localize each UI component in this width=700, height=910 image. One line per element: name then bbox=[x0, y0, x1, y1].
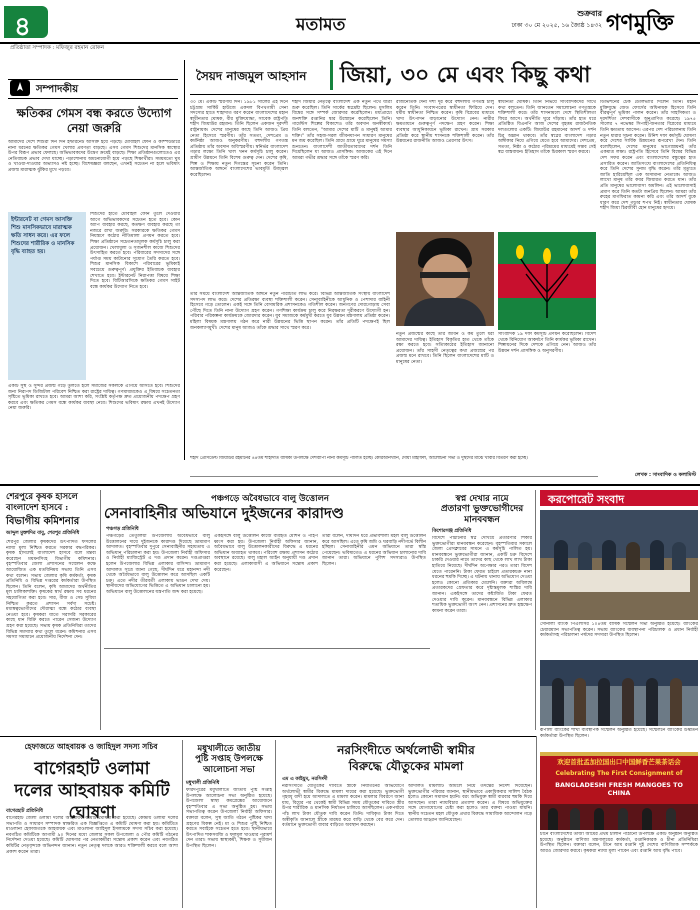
story2-byline: বাগেরহাট প্রতিনিধি bbox=[6, 809, 43, 814]
upper-section-divider bbox=[0, 484, 700, 486]
side-body: বিদেশে পাঠানোর স্বপ্ন দেখিয়ে প্রতারণার শিকার ভুক্তভোগীরা মানববন্ধন করেছেন। বৃহস্পতিবার সকালে জেলা প্রেসক্লাবের সামনে এ কর্মসূচি পালিত হয়। মানববন্ধনে ভুক্তভোগীরা জানান, একটি চক্র বিদেশে চাকরি দেওয়ার নামে তাদের কাছ থেকে লাখ লাখ টাকা হাতিয়ে নিয়েছে। দীর্ঘদিন অপেক্ষার পরও তারা বিদেশ যেতে পারেননি। টাকা ফেরত চাইলে প্রতারকচক্র নানা ধরনের হুমকি দিচ্ছে। এ ঘটনায় থানায় অভিযোগ দেওয়া হলেও কোনো প্রতিকার মেলেনি। বক্তারা অবিলম্বে প্রতারকদের গ্রেফতার করে দৃষ্টান্তমূলক শাস্তির দাবি জানান। একইসঙ্গে তাদের কষ্টার্জিত টাকা ফেরত দেওয়ার দাবি করেন। মানববন্ধনে বিভিন্ন এলাকার শতাধিক ভুক্তভোগী অংশ নেন। প্রশাসনের দ্রুত হস্তক্ষেপ কামনা করেন তারা। bbox=[432, 536, 532, 614]
story3-byline: মধুখালী প্রতিনিধি bbox=[186, 781, 220, 786]
corporate-section-title: করপোরেট সংবাদ bbox=[548, 493, 625, 506]
story2-headline: বাগেরহাট ওলামা দলের আহবায়ক কমিটি ঘোষণা bbox=[14, 759, 170, 823]
editorial-body-3: একটি সুস্থ ও সুন্দর প্রজন্ম গড়ে তুলতে হলে সমাজের সকলকে এগিয়ে আসতে হবে। শিশুদের জন্য নিরাপদ ডিজিটাল পরিবেশ নিশ্চিত করা রাষ্ট্রের দায়িত্ব। গণমাধ্যমকেও এ বিষয়ে সচেতনতা সৃষ্টিতে ভূমিকা রাখতে হবে। আমরা আশা করি, সংশ্লিষ্ট কর্তৃপক্ষ দ্রুত প্রয়োজনীয় পদক্ষেপ গ্রহণ করবে এবং ক্ষতিকর গেমস বন্ধে কার্যকর ব্যবস্থা নেবে। শিশুদের ভবিষ্যৎ রক্ষায় এখনই উদ্যোগ নেয়া জরুরি। bbox=[8, 384, 180, 412]
opinion-col-4: স্বাধীনতা ঘোষক। তিনি নির্ভয়ে সাংবাদিকদের সাথে কথা বলতেন। তিনি জানতেন সমালোচনা গণতন্ত্রকে শক্তিশালী করে। তাঁর শাসনামলে দেশে স্থিতিশীলতা ফিরে আসে। অর্থনীতি ঘুরে দাঁড়ায়। তাঁর হাত ধরে প্রতিষ্ঠিত বিএনপি আজ দেশের বৃহত্তম রাজনৈতিক দলগুলোর একটি। জিয়াউর রহমানের আদর্শ ও দর্শন চির অম্লান থাকবে। তাঁর স্বপ্নের বাংলাদেশ গড়ার অঙ্গীকার নিয়ে এগিয়ে যেতে হবে আমাদের। দেশপ্রেম, সততা, নিষ্ঠা ও কঠোর পরিশ্রমের মাধ্যমেই সম্ভব সেই স্বপ্ন বাস্তবায়ন। ইতিহাস তাঁকে চিরকাল স্মরণ করবে। bbox=[498, 100, 596, 156]
side-byline: কিশোরগঞ্জ প্রতিনিধি bbox=[432, 529, 472, 534]
story1-body: শেরপুর জেলার কৃষকদের উৎপাদিত ফসলের ন্যায্য মূল্য নিশ্চিত করতে সরকার বদ্ধপরিকর। কৃষক হাসলেই বাংলাদেশ হাসবে বলে মন্তব্য করেছেন ময়মনসিংহ বিভাগীয় কমিশনার। বৃহস্পতিবার জেলা প্রশাসনের সম্মেলন কক্ষে আয়োজিত এক মতবিনিময় সভায় তিনি এসব কথা বলেন। সভায় জেলার কৃষি কর্মকর্তা, কৃষক প্রতিনিধি ও বিভিন্ন দপ্তরের কর্মকর্তারা উপস্থিত ছিলেন। তিনি বলেন, কৃষি আমাদের অর্থনীতির মূল চালিকাশক্তি। কৃষকের স্বার্থ রক্ষায় সব ধরনের সহযোগিতা করা হবে। সার, বীজ ও সেচ সুবিধা নিশ্চিত করতে প্রশাসন সর্বদা সচেষ্ট। মধ্যস্বত্বভোগীদের দৌরাত্ম্য বন্ধে কঠোর ব্যবস্থা নেওয়া হবে। কৃষকরা যাতে সরাসরি সরকারের কাছে ধান বিক্রি করতে পারেন সেজন্য উদ্যোগ গ্রহণ করা হয়েছে। সভায় কৃষক প্রতিনিধিরা তাদের বিভিন্ন সমস্যার কথা তুলে ধরেন। কমিশনার এসব সমস্যা সমাধানে প্রয়োজনীয় নির্দেশনা দেন। bbox=[6, 540, 96, 641]
main-byline: পঞ্চগড় প্রতিনিধি bbox=[106, 527, 139, 532]
story1-right-divider bbox=[100, 490, 101, 730]
lower-story-divider bbox=[0, 736, 536, 737]
masthead-logo: গণমুক্তি bbox=[606, 10, 674, 36]
editorial-column-divider bbox=[184, 60, 185, 460]
corporate-caption-1: সোনালী ব্যাংক পিএলসির ১০৪তম বার্ষিক সম্মেলন সভা অনুষ্ঠিত হয়েছে। ব্যাংকের চেয়ারম্যান সভাপতিত্ব করেন। সভায় ব্যাংকের ব্যবস্থাপনা পরিচালক ও প্রধান নির্বাহী কর্মকর্তাসহ পরিচালনা পর্ষদের সদস্যরা উপস্থিত ছিলেন। bbox=[540, 622, 698, 639]
editorial-pullquote: ইন্টারনেট বা গেমস আসক্তি শিশু মানসিকভাবে মারাত্মক ক্ষতি সাধন করে। এর ফলে শিশুদের শারীরিক ও মানসিক বৃদ্ধি ব্যাহত হয়। bbox=[11, 217, 75, 255]
main-headline: সেনাবাহিনীর অভিযানে দুইজনের কারাদণ্ড bbox=[104, 505, 344, 522]
main-kicker: পঞ্চগড়ে অবৈধভাবে বালু উত্তোলন bbox=[210, 494, 330, 504]
opinion-col-4b: সাংবাদিক ১৯ দফা কর্মসূচি প্রণয়ন করেছিলেন। বিদেশ থেকে বিনিয়োগ আকর্ষণে তিনি কার্যকর ভূমিকা রাখেন। শিল্পায়নের দিকে দেশকে এগিয়ে নেন। আজও তাঁর উন্নয়ন দর্শন প্রাসঙ্গিক ও অনুসরণীয়। bbox=[498, 332, 596, 354]
story4-headline: বিরুদ্ধে যৌতুকের মামলা bbox=[348, 759, 464, 773]
side-kicker: স্বপ্ন দেখার নামে bbox=[455, 494, 509, 504]
story2-right-divider bbox=[182, 740, 183, 908]
opinion-col-2: শহীদ জিয়ার নেতৃত্বে বাংলাদেশ এক নতুন পথে যাত্রা শুরু করেছিল। তিনি সার্কের স্বপ্নদ্রষ্টা ছিলেন। মুসলিম বিশ্বের সঙ্গে সম্পর্ক জোরদার করেছিলেন। মধ্যপ্রাচ্যে জনশক্তি রপ্তানির দ্বার উন্মোচন করেছিলেন তিনি। গার্মেন্টস শিল্পের বিকাশেও তাঁর অবদান অনস্বীকার্য। তিনি বলতেন, "আমার দেশের মাটি ও মানুষই আমার শক্তি।" তাঁর সহজ-সরল জীবনযাপন সাধারণ মানুষের মন জয় করেছিল। তিনি গ্রামে গ্রামে ঘুরে মানুষের সমস্যা শুনতেন। বাংলাদেশী জাতীয়তাবাদের দর্শন তিনি দিয়েছিলেন যা আজও প্রাসঙ্গিক। আজকের এই দিনে আমরা গভীর শ্রদ্ধার সঙ্গে তাঁকে স্মরণ করি। bbox=[292, 100, 392, 161]
main-body-2: একইসঙ্গে বালু উত্তোলন কাজে ব্যবহৃত মেশিন ও পাইপ ধ্বংস করা হয়। উপজেলা নির্বাহী অফিসার জানান, অবৈধভাবে বালু উত্তোলনকারীদের বিরুদ্ধে এ ধরনের অভিযান অব্যাহত থাকবে। পরিবেশ রক্ষায় প্রশাসন কঠোর অবস্থানে রয়েছে। বালু মহাল আইন অনুযায়ী দণ্ড প্রদান করা হয়েছে। এলাকাবাসী এ অভিযানে সন্তোষ প্রকাশ করেছেন। bbox=[214, 534, 318, 573]
side-right-divider bbox=[535, 490, 536, 730]
corporate-caption-3: চীনে বাংলাদেশের তাজা আমের প্রথম চালান পাঠানো উপলক্ষে একটি অনুষ্ঠান অনুষ্ঠিত হয়েছে। অনুষ্ঠানে বাণিজ্য মন্ত্রণালয়ের কর্মকর্তা, রপ্তানিকারক ও চীনা প্রতিনিধিরা উপস্থিত ছিলেন। বক্তারা বলেন, চীনে আম রপ্তানি দুই দেশের বাণিজ্যিক সম্পর্ককে আরও জোরদার করবে। কৃষকরা ন্যায্য মূল্য পাবেন এবং রপ্তানি আয় বৃদ্ধি পাবে। bbox=[540, 832, 698, 854]
date-line-date: ঢাকা ৩০ মে ২০২৫, ১৬ জ্যৈষ্ঠ ১৪৩২ bbox=[511, 22, 602, 29]
opinion-bottom-rule bbox=[190, 476, 598, 477]
banner-chinese-text: 欢迎首批孟加拉国出口中国鲜香芒果茶话会 bbox=[557, 758, 681, 766]
editorial-body-1: আমাদের দেশে শিশুরা দিন দিন ইন্টারনেট আসক্ত হয়ে পড়ছে। মোবাইল ফোন ও কম্পিউটারে নানা ধরনের ক্ষতিকর গেমস খেলার প্রবণতা বাড়ছে। এসব গেমস শিশুদের মানসিক স্বাস্থ্যের উপর বিরূপ প্রভাব ফেলছে। অভিভাবকদের উদ্বেগ ক্রমেই বাড়ছে। শিক্ষা প্রতিষ্ঠানগুলোতেও এর নেতিবাচক প্রভাব দেখা যাচ্ছে। পড়াশোনায় অমনোযোগী হয়ে পড়ছে শিক্ষার্থীরা। সময়মতো ঘুম ও খাওয়া-দাওয়ার অভ্যাসও নষ্ট হচ্ছে। বিশেষজ্ঞরা বলছেন, এখনই সচেতন না হলে ভবিষ্যৎ প্রজন্ম মারাত্মক ঝুঁকির মুখে পড়বে। bbox=[8, 140, 180, 173]
page-number-label: ৪ bbox=[14, 12, 31, 42]
opinion-col-2b: নতুন প্রজন্মের কাছে তাঁর জীবন ও কর্ম তুলে ধরা আমাদের দায়িত্ব। ইতিহাস বিকৃতির হাত থেকে তাঁকে রক্ষা করতে হবে। সত্যিকারের ইতিহাস জানানো প্রয়োজন। তাঁর সাহসী নেতৃত্বের কথা প্রজন্মের পর প্রজন্ম মনে রাখবে। তিনি ছিলেন বাংলাদেশের মাটি ও মানুষের নেতা। bbox=[396, 332, 494, 365]
opinion-col-3: রাজনৈতিক দৈন্য দশা দূর করে বহুদলীয় গণতন্ত্র চালু করেন তিনি। সংবাদপত্রের স্বাধীনতা ফিরিয়ে দেন। ধর্মীয় স্বাধীনতা নিশ্চিত করেন। কৃষি বিপ্লবের মাধ্যমে খাদ্য উৎপাদন বাড়ানোর উদ্যোগ নেন। নারীর ক্ষমতায়নে গুরুত্বপূর্ণ পদক্ষেপ গ্রহণ করেন। শিক্ষা ব্যবস্থার আধুনিকায়নে ভূমিকা রাখেন। গ্রাম সরকার প্রতিষ্ঠা করে স্থানীয় শাসনকে শক্তিশালী করেন। তাঁর উন্নয়নের রাজনীতি আজও প্রেরণার উৎস। bbox=[396, 100, 494, 145]
editorial-body-2: শিশুদের হাতে মোবাইল ফোন তুলে দেওয়ার আগে অভিভাবকদের সচেতন হতে হবে। কোন অ্যাপ ব্যবহার করছে, কতক্ষণ ব্যবহার করছে তা নজরে রাখা জরুরি। সরকারকে ক্ষতিকর গেমস নিয়ন্ত্রণে কঠোর নীতিমালা প্রণয়ন করতে হবে। শিক্ষা প্রতিষ্ঠানে সচেতনতামূলক কর্মসূচি চালু করা প্রয়োজন। খেলাধুলা ও সৃজনশীল কাজে শিশুদের উৎসাহিত করতে হবে। পরিবারের সদস্যদের সঙ্গে পর্যাপ্ত সময় কাটানোর সুযোগ তৈরি করতে হবে। শিশুর মানসিক বিকাশে পরিবারের ভূমিকাই সবচেয়ে গুরুত্বপূর্ণ। প্রযুক্তির ইতিবাচক ব্যবহার শেখাতে হবে। ইন্টারনেট নিরাপত্তা বিষয়ে শিক্ষা দিতে হবে। বিটিআরসিকে ক্ষতিকর গেমস সাইট বন্ধে কার্যকর উদ্যোগ নিতে হবে। bbox=[90, 212, 180, 290]
editorial-headline: ক্ষতিকর গেমস বন্ধ করতে উদ্যোগ নেয়া জরুরি bbox=[16, 106, 172, 135]
editorial-label: সম্পাদকীয় bbox=[36, 84, 79, 95]
editorial-label-box bbox=[8, 79, 178, 99]
opinion-col-1b: তাঁর সময়ে বাংলাদেশ আন্তর্জাতিক অঙ্গনে নতুন পরিচিতি লাভ করে। বিভিন্ন আন্তর্জাতিক সংস্থায় বাংলাদেশ সদস্যপদ লাভ করে। দেশের প্রতিরক্ষা ব্যবস্থা শক্তিশালী করেন। সেনাবাহিনীকে আধুনিক ও পেশাদার বাহিনী হিসেবে গড়ে তোলেন। একই সঙ্গে তিনি বেসামরিক প্রশাসনকেও গতিশীল করেন। জনগণের দোরগোড়ায় সেবা পৌঁছে দিতে তিনি নানা উদ্যোগ গ্রহণ করেন। গণশিক্ষা কার্যক্রম চালু করে নিরক্ষরতা দূরীকরণে উদ্যোগী হন। পরিবার পরিকল্পনা কার্যক্রমকে জোরদার করেন। যুব সমাজকে কর্মমুখী করতে যুব উন্নয়ন মন্ত্রণালয় প্রতিষ্ঠা করেন। মহিলা বিষয়ক মন্ত্রণালয় গঠন করে নারী উন্নয়নের ভিত্তি স্থাপন করেন। তাঁর প্রতিটি পদক্ষেপই ছিল জনকল্যাণমুখী। দেশের মানুষ আজও তাঁকে শ্রদ্ধার সাথে স্মরণ করে। bbox=[190, 292, 390, 331]
story2-kicker: হেফাজতে আহবায়ক ও জাহিদুল সদস্য সচিব bbox=[24, 742, 158, 751]
corporate-caption-2: রূপালী ব্যাংকের শাখা ব্যবস্থাপক সম্মেলন অনুষ্ঠিত হয়েছে। সম্মেলনে ব্যাংকের উর্ধ্বতন কর্মকর্তারা উপস্থিত ছিলেন। bbox=[540, 728, 698, 739]
editor-credit: প্রতিষ্ঠাতা সম্পাদক : মফিজুর রহমান রোকন bbox=[10, 45, 105, 51]
opinion-author-caption: লেখক : সাংবাদিক ও কলামিস্ট bbox=[634, 472, 696, 478]
opinion-headline: জিয়া, ৩০ মে এবং কিছু কথা bbox=[340, 62, 591, 88]
banner-english-line-1: Celebrating The First Consignment of bbox=[555, 770, 683, 777]
party-logo bbox=[498, 232, 596, 330]
story1-byline: আব্দুল মুক্তাদির বাবু, শেরপুর প্রতিনিধি bbox=[6, 531, 80, 536]
opinion-col-5: ডিভিশনের চেক ডেলিভারি দিলেন তিনি। মহান মুক্তিযুদ্ধে জেড ফোর্সের অধিনায়ক হিসেবে তিনি বীরত্বপূর্ণ ভূমিকা পালন করেন। তাঁর সাহসিকতা ও দূরদর্শিতা দেশবাসীকে অনুপ্রাণিত করেছে। ১৯৭৫ সালের ৭ নভেম্বর সিপাহী-জনতার বিপ্লবের মাধ্যমে তিনি ক্ষমতায় আসেন। এরপর দেশ পরিচালনায় তিনি নতুন ধারার সূচনা করেন। উনিশ দফা কর্মসূচি ঘোষণা করে দেশের সার্বিক উন্নয়নের রূপরেখা দেন। তিনি বলেছিলেন, দেশের মানুষের ভাগ্যোন্নয়নই তাঁর একমাত্র লক্ষ্য। রাষ্ট্রপতি হিসেবে তিনি বিশ্বের বিভিন্ন দেশ সফর করেন এবং বাংলাদেশের বন্ধুত্বের হাত প্রসারিত করেন। জাতিসংঘে বাংলাদেশের প্রতিনিধিত্ব করে তিনি দেশের সুনাম বৃদ্ধি করেন। তাঁর মৃত্যুতে জাতি হারিয়েছিল এক অসামান্য নেতাকে। আজও লাখো মানুষ তাঁর কবর জিয়ারত করতে যান। তাঁর প্রতি মানুষের ভালোবাসা অমলিন। এই ভালোবাসাই প্রমাণ করে তিনি কতটা জনপ্রিয় ছিলেন। আমরা তাঁর রুহের মাগফিরাত কামনা করি এবং তাঁর আদর্শ বুকে ধারণ করে দেশ গড়ার শপথ নিই। স্বাধীনতার ঘোষক শহীদ জিয়া চিরজীবী হোন মানুষের হৃদয়ে। bbox=[600, 100, 696, 212]
header-divider bbox=[0, 42, 700, 44]
quill-icon bbox=[10, 80, 30, 96]
story4-body-2: আদালত মামলাটি আমলে নিয়ে তদন্তের নির্দেশ দিয়েছেন। ভুক্তভোগীর পরিবার জানান, স্থানীয়ভাবে একাধিকবার সালিশ বৈঠক হলেও কোনো সমাধান হয়নি। বরং অভিযুক্ত স্বামী বারবার হুমকি দিয়ে আসছেন। তারা ন্যায়বিচার প্রত্যাশা করেন। এ বিষয়ে অভিযুক্তের সঙ্গে যোগাযোগের চেষ্টা করা হলেও তার বক্তব্য পাওয়া যায়নি। স্থানীয় সচেতন মহল যৌতুক প্রথার বিরুদ্ধে সামাজিক আন্দোলন গড়ে তোলার আহ্বান জানিয়েছেন। bbox=[408, 784, 532, 823]
story2-body: বাগেরহাট জেলা ওলামা দলের আহবায়ক কমিটি ঘোষণা করা হয়েছে। কেন্দ্রীয় ওলামা দলের সভাপতি ও সাধারণ সম্পাদক স্বাক্ষরিত এক বিজ্ঞপ্তিতে এ কমিটি ঘোষণা করা হয়। কমিটিতে মাওলানা হেফাজতকে আহবায়ক এবং মাওলানা জাহিদুল ইসলামকে সদস্য সচিব করা হয়েছে। নবগঠিত কমিটিকে আগামী ৯০ দিনের মধ্যে জেলার সকল উপজেলা ও পৌর কমিটি গঠনের নির্দেশনা দেওয়া হয়েছে। কমিটি ঘোষণার পর নেতাকর্মীরা সন্তোষ প্রকাশ করেন এবং নবগঠিত কমিটির নেতৃবৃন্দকে অভিনন্দন জানান। নতুন নেতৃত্ব দলকে আরও শক্তিশালী করবে বলে আশা প্রকাশ করেন তারা। bbox=[6, 816, 178, 855]
corporate-photo-1 bbox=[540, 510, 698, 620]
opinion-author: সৈয়দ নাজমুল আহসান bbox=[196, 69, 307, 83]
story3-kicker: মধুখালীতে জাতীয় bbox=[197, 744, 261, 754]
corporate-left-divider bbox=[536, 736, 537, 908]
date-line-day: শুক্রবার bbox=[577, 9, 602, 18]
story4-byline: এম এ কাইয়ুম, নরসিংদী bbox=[282, 777, 328, 782]
main-body-3: তারা বলেন, দীর্ঘদিন ধরে প্রভাবশালী মহল বালু উত্তোলন করে আসছিল। এতে কৃষি জমি ও ঘরবাড়ি নদীগর্ভে বিলীন হচ্ছিল। সেনাবাহিনীর এমন অভিযানে তারা স্বস্তি পেয়েছেন। ভবিষ্যতেও এ ধরনের অভিযান চালানোর দাবি জানান তারা। অভিযানে পুলিশ সদস্যরাও উপস্থিত ছিলেন। bbox=[322, 534, 426, 567]
opinion-col-1: ৩০ মে। একটি স্মরণীয় দিন। ১৯৮১ সালের এই দিনে চট্টগ্রাম সার্কিট হাউজে একদল বিপথগামী সেনা সদস্যের হাতে শাহাদাত বরণ করেন বাংলাদেশের মহান স্বাধীনতার ঘোষক, বীর মুক্তিযোদ্ধা, সাবেক রাষ্ট্রপতি শহীদ জিয়াউর রহমান। তিনি ছিলেন একজন দূরদর্শী রাষ্ট্রনায়ক। দেশের মানুষের কাছে তিনি আজও প্রিয় নেতা হিসেবে স্মরণীয়। তাঁর সততা, দেশপ্রেম ও কর্মনিষ্ঠা আজও অনুকরণীয়। বহুদলীয় গণতন্ত্র প্রতিষ্ঠায় তাঁর অবদান অবিস্মরণীয়। স্বনির্ভর বাংলাদেশ গড়ার লক্ষ্যে তিনি খাল খনন কর্মসূচি চালু করেন। গ্রামীণ উন্নয়নে তিনি বিশেষ গুরুত্ব দেন। দেশের কৃষি, শিল্প ও শিক্ষায় নতুন দিগন্তের সূচনা করেন তিনি। আন্তর্জাতিক অঙ্গনে বাংলাদেশের ভাবমূর্তি উজ্জ্বল করেছিলেন। bbox=[190, 100, 288, 178]
opinion-title-rule bbox=[190, 94, 698, 95]
story4-body-1: নরসিংদীতে যৌতুকের দাবিতে স্ত্রীকে নির্যাতনের অভিযোগে অর্থলোভী স্বামীর বিরুদ্ধে মামলা দায়ের করা হয়েছে। ভুক্তভোগী গৃহবধূ বাদী হয়ে আদালতে এ মামলা করেন। মামলার বিবরণে জানা যায়, বিয়ের পর থেকেই স্বামী বিভিন্ন সময় যৌতুকের দাবিতে স্ত্রীর উপর শারীরিক ও মানসিক নির্যাতন চালিয়ে আসছিলেন। একপর্যায়ে পাঁচ লাখ টাকা যৌতুক দাবি করেন তিনি। দাবিকৃত টাকা দিতে অস্বীকৃতি জানালে স্ত্রীকে মারধর করে বাড়ি থেকে বের করে দেন। বর্তমানে ভুক্তভোগী বাবার বাড়িতে অবস্থান করছেন। bbox=[282, 784, 404, 829]
corporate-photo-2 bbox=[540, 660, 698, 726]
story3-right-divider bbox=[275, 740, 276, 908]
main-body-1: পঞ্চগড়ের তেঁতুলিয়া উপজেলায় অবৈধভাবে বালু উত্তোলনের দায়ে দুইজনকে কারাদণ্ড দিয়েছে ভ্রাম্যমাণ আদালত। বৃহস্পতিবার দুপুরে সেনাবাহিনীর সহায়তায় এ অভিযান পরিচালনা করা হয়। উপজেলা নির্বাহী অফিসার ও নির্বাহী ম্যাজিস্ট্রেট এ দণ্ড প্রদান করেন। দণ্ডপ্রাপ্তরা হলেন উপজেলার বিভিন্ন এলাকার বাসিন্দা। ভ্রাম্যমাণ আদালত সূত্রে জানা গেছে, দীর্ঘদিন ধরে মহানন্দা নদী থেকে অবৈধভাবে বালু উত্তোলন করে আসছিল একটি চক্র। এতে নদীর তীরবর্তী এলাকায় ভাঙন দেখা দেয়। স্থানীয়দের অভিযোগের ভিত্তিতে এ অভিযান চালানো হয়। অভিযানে বালু উত্তোলনের যন্ত্রপাতি জব্দ করা হয়েছে। bbox=[106, 534, 210, 595]
portrait-photo bbox=[396, 232, 494, 326]
story4-kicker: নরসিংদীতে অর্থলোভী স্বামীর bbox=[337, 743, 475, 757]
story1-headline: বিভাগীয় কমিশনার bbox=[6, 516, 80, 527]
story3-body: ফরিদপুরের মধুখালীতে জাতীয় পুষ্টি সপ্তাহ উপলক্ষে আলোচনা সভা অনুষ্ঠিত হয়েছে। উপজেলা স্বাস্থ্য কমপ্লেক্সের আয়োজনে বৃহস্পতিবার এ সভা অনুষ্ঠিত হয়। সভায় সভাপতিত্ব করেন উপজেলা নির্বাহী অফিসার। বক্তারা বলেন, সুস্থ জাতি গঠনে পুষ্টিকর খাদ্য গ্রহণের বিকল্প নেই। মা ও শিশুর পুষ্টি নিশ্চিত করতে সবাইকে সচেতন হতে হবে। স্থানীয়ভাবে উৎপাদিত শাকসবজি ও ফলমূল খাওয়ার পরামর্শ দেন তারা। সভায় স্বাস্থ্যকর্মী, শিক্ষক ও সুধীজন উপস্থিত ছিলেন। bbox=[186, 788, 272, 849]
story1-kicker: শেরপুরে কৃষক হাসলে বাংলাদেশ হাসবে : bbox=[6, 492, 78, 513]
section-title: মতামত bbox=[296, 15, 346, 35]
main-story-bottom-rule bbox=[104, 648, 430, 649]
side-headline: প্রতারণা ভুক্তভোগীদের মানববন্ধন bbox=[440, 504, 524, 525]
story3-headline: পুষ্টি সপ্তাহ উপলক্ষে আলোচনা সভা bbox=[195, 754, 263, 775]
banner-english-line-2: BANGLADESHI FRESH MANGOES TO CHINA bbox=[555, 781, 683, 797]
opinion-footnote: শহীদ প্রেসিডেন্ট জিয়াউর রহমানের ৪৪তম শাহাদাত বার্ষিকী উপলক্ষে দেশব্যাপী নানা কর্মসূচি পালিত হচ্ছে। কোরআনখানি, দোয়া মাহফিল, আলোচনা সভা ও দুস্থদের মাঝে খাবার বিতরণ করা হচ্ছে। bbox=[190, 456, 528, 461]
